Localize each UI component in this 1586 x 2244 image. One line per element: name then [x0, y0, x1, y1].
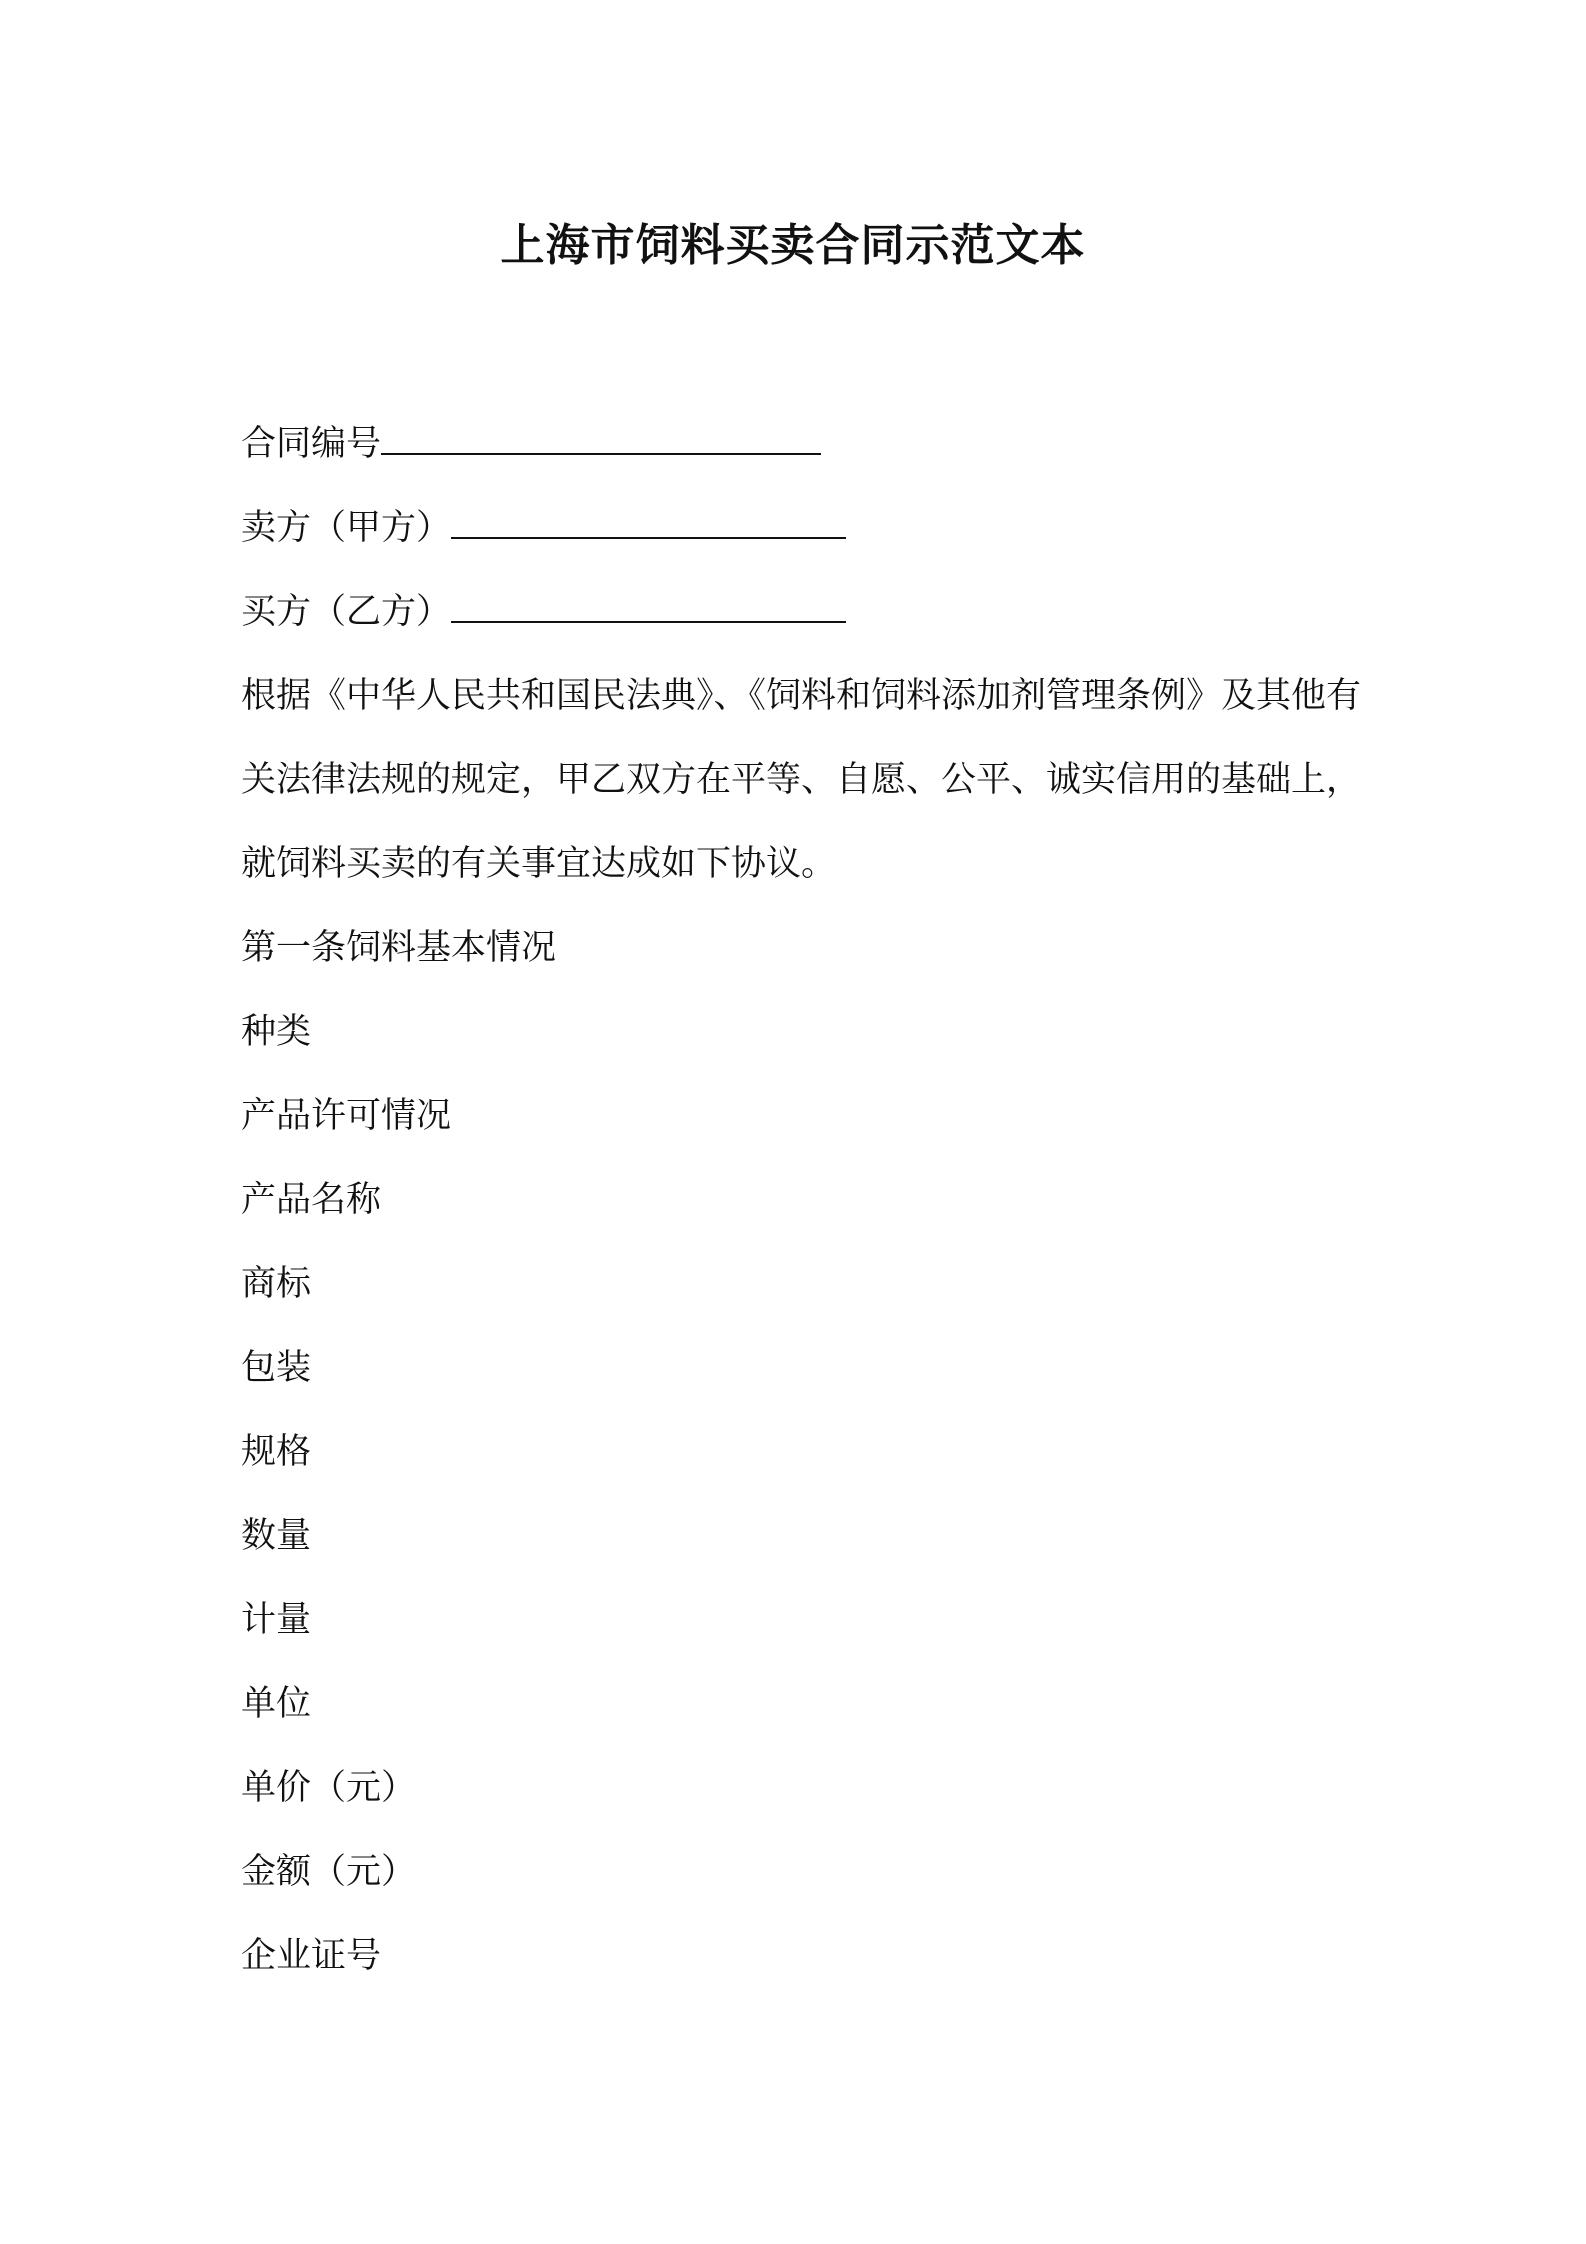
- preamble-paragraph: 根据《中华人民共和国民法典》、《饲料和饲料添加剂管理条例》及其他有关法律法规的规定，甲乙双方在平等、自愿、公平、诚实信用的基础上，就饲料买卖的有关事宜达成如下协议。: [241, 676, 1362, 884]
- seller-blank: [451, 493, 846, 539]
- buyer-label: 买方（乙方）: [241, 592, 452, 632]
- contract-number-blank: [381, 409, 821, 455]
- feed-item: 数量: [241, 1516, 312, 1556]
- feed-item: 单位: [241, 1684, 312, 1724]
- buyer-field: [241, 570, 1361, 654]
- contract-number-label: 合同编号: [241, 424, 382, 464]
- feed-item: 商标: [241, 1264, 312, 1304]
- feed-item: 种类: [241, 1012, 312, 1052]
- feed-item: 规格: [241, 1432, 312, 1472]
- buyer-blank: [451, 577, 846, 623]
- feed-item: 产品名称: [241, 1180, 382, 1220]
- contract-number-field: [241, 402, 1361, 486]
- feed-item: 金额（元）: [241, 1852, 417, 1892]
- feed-item: 单价（元）: [241, 1768, 417, 1808]
- document-title: 上海市饲料买卖合同示范文本: [500, 220, 1086, 271]
- feed-item: 包装: [241, 1348, 312, 1388]
- article-1-heading: 第一条饲料基本情况: [241, 928, 557, 968]
- seller-field: [241, 486, 1361, 570]
- document-body: [241, 402, 1361, 1998]
- feed-item: 企业证号: [241, 1936, 382, 1976]
- feed-item: 产品许可情况: [241, 1096, 452, 1136]
- feed-item: 计量: [241, 1600, 312, 1640]
- seller-label: 卖方（甲方）: [241, 508, 452, 548]
